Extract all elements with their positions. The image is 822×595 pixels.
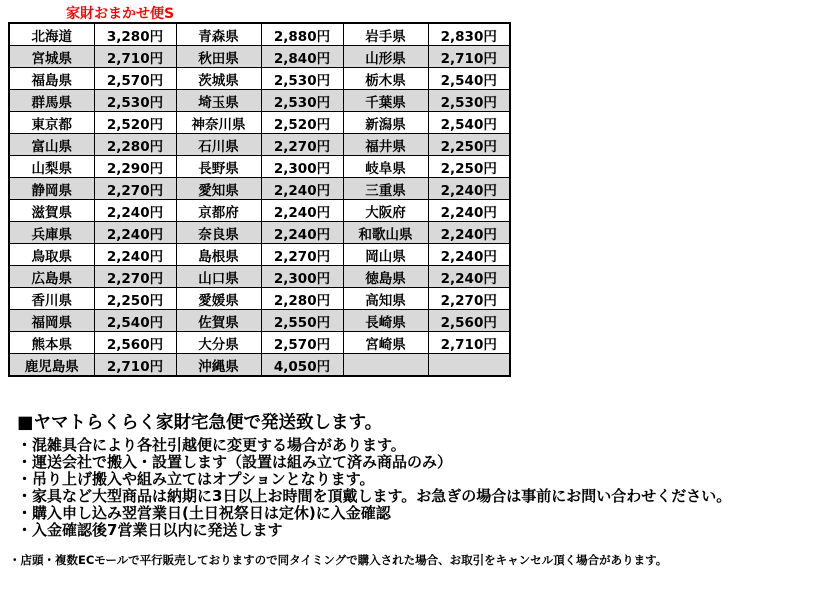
prefecture-cell: 兵庫県 (9, 222, 94, 244)
prefecture-cell: 三重県 (343, 178, 428, 200)
prefecture-cell: 青森県 (176, 23, 261, 46)
note-line: ・混雑具合により各社引越便に変更する場合があります。 (17, 436, 406, 454)
prefecture-cell: 山形県 (343, 46, 428, 68)
price-cell: 2,540円 (428, 68, 510, 90)
price-cell: 2,540円 (428, 112, 510, 134)
prefecture-cell: 長崎県 (343, 310, 428, 332)
table-row (9, 68, 510, 90)
table-row (9, 23, 510, 46)
note-line: ・入金確認後7営業日以内に発送します (17, 521, 283, 539)
prefecture-cell: 福井県 (343, 134, 428, 156)
table-row (9, 200, 510, 222)
note-line: ・購入申し込み翌営業日(土日祝祭日は定休)に入金確認 (17, 504, 391, 522)
price-cell: 2,830円 (428, 23, 510, 46)
prefecture-cell: 石川県 (176, 134, 261, 156)
table-row (9, 222, 510, 244)
price-cell: 2,560円 (428, 310, 510, 332)
price-cell: 2,240円 (261, 222, 343, 244)
prefecture-cell: 岡山県 (343, 244, 428, 266)
price-cell: 2,560円 (94, 332, 176, 354)
price-cell: 2,530円 (94, 90, 176, 112)
price-cell: 4,050円 (261, 354, 343, 377)
prefecture-cell: 鳥取県 (9, 244, 94, 266)
price-cell: 2,550円 (261, 310, 343, 332)
table-row (9, 310, 510, 332)
prefecture-cell: 佐賀県 (176, 310, 261, 332)
price-cell: 2,570円 (261, 332, 343, 354)
price-cell: 2,710円 (94, 46, 176, 68)
note-line: ・吊り上げ搬入や組み立てはオプションとなります。 (17, 470, 375, 488)
prefecture-cell: 高知県 (343, 288, 428, 310)
prefecture-cell: 島根県 (176, 244, 261, 266)
shipping-fee-table (8, 22, 511, 377)
shipping-fee-table-body (9, 23, 510, 376)
prefecture-cell: 徳島県 (343, 266, 428, 288)
fine-print-note: ・店頭・複数ECモールで平行販売しておりますので同タイミングで購入された場合、お取引をキャンセル頂く場合があります。 (9, 553, 668, 567)
prefecture-cell: 愛媛県 (176, 288, 261, 310)
table-row (9, 46, 510, 68)
prefecture-cell: 宮城県 (9, 46, 94, 68)
table-row (9, 112, 510, 134)
table-row (9, 178, 510, 200)
prefecture-cell: 福島県 (9, 68, 94, 90)
prefecture-cell: 和歌山県 (343, 222, 428, 244)
price-cell: 2,710円 (94, 354, 176, 377)
price-cell: 2,280円 (94, 134, 176, 156)
price-cell: 2,240円 (428, 244, 510, 266)
price-cell: 2,530円 (428, 90, 510, 112)
price-cell: 2,250円 (428, 134, 510, 156)
prefecture-cell: 大分県 (176, 332, 261, 354)
price-cell: 2,240円 (94, 222, 176, 244)
prefecture-cell: 広島県 (9, 266, 94, 288)
prefecture-cell: 東京都 (9, 112, 94, 134)
table-row (9, 266, 510, 288)
table-row (9, 354, 510, 377)
prefecture-cell: 千葉県 (343, 90, 428, 112)
price-cell: 2,280円 (261, 288, 343, 310)
prefecture-cell: 福岡県 (9, 310, 94, 332)
prefecture-cell: 北海道 (9, 23, 94, 46)
shipping-notes-heading: ■ヤマトらくらく家財宅急便で発送致します。 (17, 413, 383, 433)
price-cell: 2,880円 (261, 23, 343, 46)
price-cell: 2,530円 (261, 68, 343, 90)
table-row (9, 134, 510, 156)
prefecture-cell: 秋田県 (176, 46, 261, 68)
price-cell: 2,300円 (261, 266, 343, 288)
prefecture-cell: 滋賀県 (9, 200, 94, 222)
price-cell: 2,240円 (261, 178, 343, 200)
price-cell: 2,530円 (261, 90, 343, 112)
prefecture-cell: 富山県 (9, 134, 94, 156)
prefecture-cell: 京都府 (176, 200, 261, 222)
price-cell: 2,240円 (428, 178, 510, 200)
prefecture-cell: 沖縄県 (176, 354, 261, 377)
table-row (9, 156, 510, 178)
price-cell: 2,710円 (428, 332, 510, 354)
prefecture-cell: 香川県 (9, 288, 94, 310)
price-cell: 2,300円 (261, 156, 343, 178)
page-title: 家財おまかせ便S (66, 6, 175, 22)
prefecture-cell: 群馬県 (9, 90, 94, 112)
price-cell: 2,520円 (261, 112, 343, 134)
price-cell: 2,240円 (261, 200, 343, 222)
price-cell: 2,270円 (94, 178, 176, 200)
price-cell: 2,710円 (428, 46, 510, 68)
price-cell: 3,280円 (94, 23, 176, 46)
price-cell: 2,240円 (94, 244, 176, 266)
price-cell: 2,570円 (94, 68, 176, 90)
price-cell: 2,270円 (261, 244, 343, 266)
prefecture-cell: 大阪府 (343, 200, 428, 222)
prefecture-cell: 宮崎県 (343, 332, 428, 354)
price-cell (428, 354, 510, 377)
prefecture-cell: 神奈川県 (176, 112, 261, 134)
prefecture-cell: 新潟県 (343, 112, 428, 134)
price-cell: 2,840円 (261, 46, 343, 68)
note-line: ・家具など大型商品は納期に3日以上お時間を頂戴します。お急ぎの場合は事前にお問い合わせください。 (17, 487, 732, 505)
price-cell: 2,240円 (94, 200, 176, 222)
prefecture-cell: 岐阜県 (343, 156, 428, 178)
prefecture-cell: 静岡県 (9, 178, 94, 200)
prefecture-cell: 山口県 (176, 266, 261, 288)
price-cell: 2,240円 (428, 266, 510, 288)
table-row (9, 244, 510, 266)
prefecture-cell: 奈良県 (176, 222, 261, 244)
prefecture-cell: 愛知県 (176, 178, 261, 200)
price-cell: 2,270円 (94, 266, 176, 288)
table-row (9, 332, 510, 354)
price-cell: 2,250円 (428, 156, 510, 178)
prefecture-cell: 栃木県 (343, 68, 428, 90)
table-row (9, 288, 510, 310)
prefecture-cell: 岩手県 (343, 23, 428, 46)
prefecture-cell: 長野県 (176, 156, 261, 178)
prefecture-cell: 埼玉県 (176, 90, 261, 112)
note-line: ・運送会社で搬入・設置します（設置は組み立て済み商品のみ） (17, 453, 453, 471)
price-cell: 2,240円 (428, 200, 510, 222)
table-row (9, 90, 510, 112)
price-cell: 2,540円 (94, 310, 176, 332)
shipping-notes-list (17, 437, 731, 539)
price-cell: 2,270円 (261, 134, 343, 156)
price-cell: 2,240円 (428, 222, 510, 244)
price-cell: 2,520円 (94, 112, 176, 134)
price-cell: 2,290円 (94, 156, 176, 178)
prefecture-cell: 熊本県 (9, 332, 94, 354)
price-cell: 2,270円 (428, 288, 510, 310)
prefecture-cell: 山梨県 (9, 156, 94, 178)
prefecture-cell: 鹿児島県 (9, 354, 94, 377)
prefecture-cell (343, 354, 428, 377)
price-cell: 2,250円 (94, 288, 176, 310)
prefecture-cell: 茨城県 (176, 68, 261, 90)
